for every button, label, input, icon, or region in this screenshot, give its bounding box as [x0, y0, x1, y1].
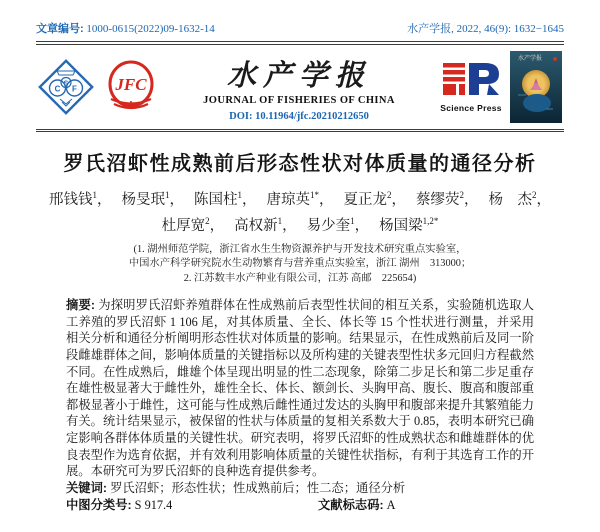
- article-title: 罗氏沼虾性成熟前后形态性状对体质量的通径分析: [63, 153, 537, 175]
- science-press-logo: [440, 61, 502, 113]
- clc-value: S 917.4: [134, 498, 173, 513]
- publisher-logos: [420, 51, 562, 123]
- keywords-text: 罗氏沼虾；形态性状；性成熟前后；性二态；通径分析: [110, 480, 406, 495]
- author-list-line1: [36, 185, 564, 210]
- journal-masthead: [178, 53, 420, 122]
- article-number-label: 文章编号:: [36, 23, 84, 35]
- top-citation-bar: [36, 20, 564, 36]
- svg-text:C: C: [54, 84, 61, 94]
- author-name: 易少奎$^1$，: [306, 215, 370, 234]
- doc-code-label: 文献标志码:: [318, 498, 384, 513]
- clc-label: 中图分类号:: [66, 498, 132, 513]
- author-name: 高权新$^1$，: [234, 215, 297, 234]
- affiliations: [36, 243, 564, 287]
- keywords-label: 关键词:: [66, 480, 107, 495]
- author-name: 邢钱钱$^1$，: [49, 190, 112, 208]
- author-name: 杨旻珉$^1$，: [121, 190, 184, 208]
- masthead-rule: [36, 129, 564, 133]
- author-name: 陈国柱$^1$，: [194, 190, 257, 208]
- journal-title-cn: 水产学报: [226, 57, 371, 92]
- affiliation-line: 中国水产科学研究院水生动物繁育与营养重点实验室，浙江 湖州 313000；: [128, 258, 472, 270]
- clc-item: [66, 497, 318, 514]
- author-name: 蔡缪荧$^2$，: [416, 190, 479, 208]
- journal-citation: 水产学报, 2022, 46(9): 1632−1645: [407, 23, 564, 35]
- svg-text:JFC: JFC: [115, 75, 147, 94]
- classification-row: [66, 497, 534, 514]
- doi-text: DOI: 10.11964/jfc.20210212650: [229, 110, 369, 122]
- abstract-text: 为探明罗氏沼虾养殖群体在性成熟前后表型性状间的相互关系，实验随机选取人工养殖的罗氏沼虾 1 106 尾，对其体质量、全长、体长等 15 个性状进行测量，并采用相关分析和通径分析阐明形态性状对体质量的影响。结果显示，在性成熟前后及同一阶段雌雄群体之间，影响体质量的关键指标以及所构建的关键表型性状多元回归方程截然不同。在性成熟后，雌雄个体呈现出明显的性二态现象，除第二步足长和第二步足重存在雄性极显著大于雌性外，雄性全长、体长、额剑长、头胸甲高、腹长、腹高和腹部重都极显著小于雌性，这可能与性成熟后雌性通过发达的头胸甲和腹部来提升其繁殖能力有关。统计结果显示，被保留的性状与体质量的复相关系数大于 0.85，表明本研究已确定影响各群体体质量的关键性状。研究表明，将罗氏沼虾的性成熟状态和雌雄群体的优良表型作为选育依据，并有效利用影响体质量的关键性状指标，有利于其选育工作的开展。本研究可为罗氏沼虾的良种选育提供参考。: [66, 298, 534, 479]
- author-name: 杜厚宽$^2$，: [161, 215, 225, 234]
- masthead: [36, 45, 564, 129]
- author-name: 夏正龙$^2$，: [343, 190, 406, 208]
- abstract-label: 摘要:: [66, 298, 96, 313]
- author-name: 杨 杰$^2$，: [488, 190, 551, 208]
- keywords-line: [66, 480, 534, 497]
- affiliation-line: (1. 湖州师范学院，浙江省水生生物资源养护与开发技术研究重点实验室，: [133, 243, 467, 255]
- affiliation-line: 2. 江苏数丰水产种业有限公司，江苏 高邮 225654): [183, 272, 417, 284]
- article-number-value: 1000-0615(2022)09-1632-14: [86, 23, 215, 35]
- svg-text:F: F: [72, 84, 77, 94]
- author-name: 唐琼英$^{1*}$，: [266, 190, 334, 208]
- author-name: 杨国梁$^{1,2*}$: [379, 215, 439, 234]
- doc-code-item: [318, 497, 396, 514]
- journal-cover-thumbnail: [510, 51, 562, 123]
- doc-code-value: A: [386, 498, 396, 513]
- svg-text:S: S: [63, 80, 69, 88]
- author-list-line2: [36, 211, 564, 236]
- science-press-label: Science Press: [440, 103, 502, 113]
- jfc-journal-logo-icon: [102, 58, 160, 116]
- science-press-icon: [440, 61, 502, 97]
- cover-title-text: 水产学报: [517, 56, 543, 62]
- csf-society-logo-icon: [38, 59, 94, 115]
- abstract-paragraph: [66, 297, 534, 480]
- society-logos: [38, 58, 178, 116]
- article-number: [36, 20, 215, 36]
- journal-title-en: JOURNAL OF FISHERIES OF CHINA: [203, 94, 395, 106]
